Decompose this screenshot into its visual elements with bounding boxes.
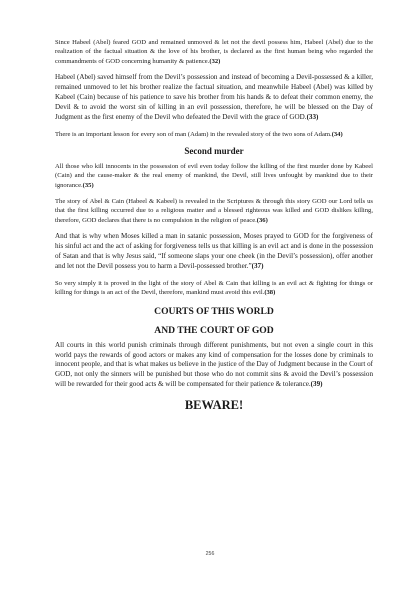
- paragraph-text: Since Habeel (Abel) feared GOD and remained unmoved & let not the devil possess him, Habeel (Abel) due to the realization of the factual situation & the love of his brother, is declared as the first human being who regarded the commandments of GOD concerning humanity & patience.: [55, 39, 373, 65]
- paragraph-text: All those who kill innocents in the possession of evil even today follow the killing of the first murder done by Kabeel (Cain) and the cause-maker & the real enemy of mankind, the Devil, still lives unfought by mankind due to their ignorance.: [55, 163, 373, 189]
- heading-court-of-god: AND THE COURT OF GOD: [154, 324, 274, 336]
- paragraph-text: There is an important lesson for every son of man (Adam) in the revealed story of the two sons of Adam.: [55, 130, 332, 138]
- paragraph-35: [55, 162, 373, 190]
- paragraph-36: [55, 197, 373, 225]
- heading-second-murder: Second murder: [184, 146, 244, 157]
- paragraph-39: [55, 341, 373, 391]
- footnote-ref: (39): [310, 380, 323, 389]
- footnote-ref: (33): [306, 112, 319, 121]
- paragraph-33: [55, 73, 373, 123]
- footnote-ref: (37): [251, 261, 264, 270]
- footnote-ref: (38): [264, 289, 276, 297]
- document-page: [55, 38, 373, 413]
- paragraph-32: [55, 38, 373, 66]
- paragraph-text: All courts in this world punish criminals through different punishments, but not even a single court in this world pays the rewards of good actors or makes any kind of compensation for the losses done by criminals to innocent people, and that is what makes us believe in the justice of the Day of Judgment because in the Court of GOD, not only the sinners will be punished but those who do not commit sins & avoid the Devil’s possession will be rewarded for their good acts & will be compensated for their patience & tolerance.: [55, 340, 373, 389]
- heading-courts-of-this-world: COURTS OF THIS WORLD: [154, 305, 274, 317]
- paragraph-text: The story of Abel & Cain (Habeel & Kabeel) is revealed in the Scriptures & through this story GOD our Lord tells us that the first killing occurred due to a religious matter and a blessed righteous was killed and GOD dislikes killing, therefore, GOD declares that there is no compulsion in the religion of peace.: [55, 198, 373, 224]
- footnote-ref: (34): [331, 130, 343, 138]
- heading-beware: BEWARE!: [184, 398, 244, 413]
- paragraph-37: [55, 232, 373, 272]
- footnote-ref: (36): [256, 216, 268, 224]
- page-number: 256: [205, 551, 215, 557]
- footnote-ref: (32): [209, 57, 221, 65]
- paragraph-34: [55, 130, 373, 139]
- paragraph-text: Habeel (Abel) saved himself from the Devil’s possession and instead of becoming a Devil-possessed & a killer, remained unmoved to let his brother realize the factual situation, and meanwhile Habeel (Abel) was killed by Kabeel (Cain) because of his patience to save his brother from his hands & to defeat their common enemy, the Devil & to avoid the worst sin of killing in an evil possession, therefore, he will be blessed on the Day of Judgment as the first enemy of the Devil who defeated the Devil with the grace of GOD.: [55, 73, 373, 121]
- footnote-ref: (35): [82, 181, 94, 189]
- paragraph-text: So very simply it is proved in the light of the story of Abel & Cain that killing is an evil act & fighting for things or killing for things is an act of the Devil, therefore, mankind must avoid this evil.: [55, 279, 373, 297]
- paragraph-text: And that is why when Moses killed a man in satanic possession, Moses prayed to GOD for the forgiveness of his sinful act and the act of asking for forgiveness tells us that killing is an evil act and is done in the possession of Satan and that is why Jesus said, “If someone slaps your one cheek (in the Devil’s possession), offer another and let not the Devil possess you to harm a Devil-possessed brother.”: [55, 232, 373, 270]
- paragraph-38: [55, 279, 373, 298]
